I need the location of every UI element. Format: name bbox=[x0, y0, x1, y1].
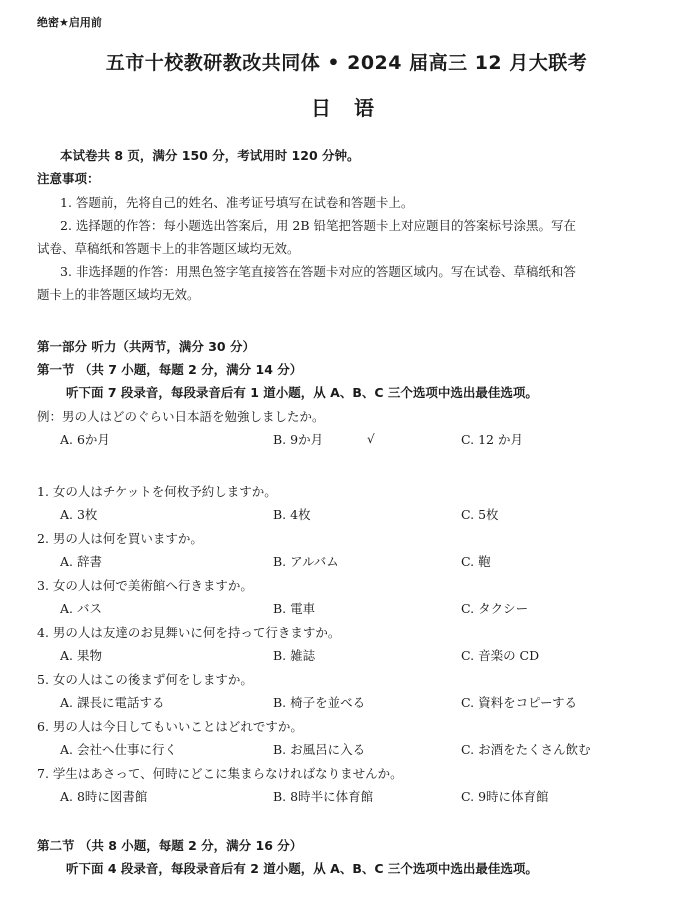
confidential-label: 绝密★启用前 bbox=[37, 16, 102, 29]
exam-info: 本试卷共 8 页，满分 150 分，考试用时 120 分钟。 bbox=[60, 148, 360, 163]
question-3-option-c: C. タクシー bbox=[461, 601, 529, 616]
notice-item-3-line-2: 题卡上的非答题区域均无效。 bbox=[37, 287, 200, 302]
question-6-option-a: A. 会社へ仕事に行く bbox=[60, 742, 177, 757]
part1-heading: 第一部分 听力（共两节，满分 30 分） bbox=[37, 339, 255, 354]
question-5-option-b: B. 椅子を並べる bbox=[273, 695, 366, 710]
question-6-option-c: C. お酒をたくさん飲む bbox=[461, 742, 591, 757]
question-3-option-b: B. 電車 bbox=[273, 601, 316, 616]
question-4-option-c: C. 音楽の CD bbox=[461, 648, 540, 663]
section2-heading: 第二节 （共 8 小题，每题 2 分，满分 16 分） bbox=[37, 838, 303, 853]
exam-title: 五市十校教研教改共同体 • 2024 届高三 12 月大联考 bbox=[105, 52, 588, 74]
question-5-option-c: C. 資料をコピーする bbox=[461, 695, 577, 710]
question-1: 1. 女の人はチケットを何枚予約しますか。 bbox=[37, 484, 277, 499]
question-6-option-b: B. お風呂に入る bbox=[273, 742, 366, 757]
subject-title: 日 语 bbox=[311, 96, 382, 120]
question-7-option-b: B. 8時半に体育館 bbox=[273, 789, 374, 804]
example-answer-mark: √ bbox=[367, 432, 375, 446]
question-7-option-a: A. 8時に図書館 bbox=[60, 789, 148, 804]
question-1-option-a: A. 3枚 bbox=[60, 507, 98, 522]
question-4: 4. 男の人は友達のお見舞いに何を持って行きますか。 bbox=[37, 625, 341, 640]
question-2: 2. 男の人は何を買いますか。 bbox=[37, 531, 203, 546]
question-2-option-c: C. 鞄 bbox=[461, 554, 491, 569]
question-4-option-b: B. 雑誌 bbox=[273, 648, 316, 663]
question-4-option-a: A. 果物 bbox=[60, 648, 102, 663]
question-7: 7. 学生はあさって、何時にどこに集まらなければなりませんか。 bbox=[37, 766, 403, 781]
notice-item-1: 1. 答题前，先将自己的姓名、准考证号填写在试卷和答题卡上。 bbox=[60, 195, 414, 210]
question-3-option-a: A. バス bbox=[60, 601, 102, 616]
question-5-option-a: A. 課長に電話する bbox=[60, 695, 165, 710]
notice-title: 注意事项： bbox=[37, 171, 100, 186]
question-2-option-a: A. 辞書 bbox=[60, 554, 102, 569]
example-option-c: C. 12 か月 bbox=[461, 432, 523, 447]
question-6: 6. 男の人は今日してもいいことはどれですか。 bbox=[37, 719, 303, 734]
notice-item-2-line-2: 试卷、草稿纸和答题卡上的非答题区域均无效。 bbox=[37, 241, 300, 256]
question-7-option-c: C. 9時に体育館 bbox=[461, 789, 549, 804]
question-2-option-b: B. アルバム bbox=[273, 554, 339, 569]
section1-heading: 第一节 （共 7 小题，每题 2 分，满分 14 分） bbox=[37, 362, 303, 377]
section1-instruction: 听下面 7 段录音，每段录音后有 1 道小题，从 A、B、C 三个选项中选出最佳选项。 bbox=[66, 385, 538, 400]
notice-item-2-line-1: 2. 选择题的作答：每小题选出答案后，用 2B 铅笔把答题卡上对应题目的答案标号涂黑。写在 bbox=[60, 218, 576, 233]
question-1-option-c: C. 5枚 bbox=[461, 507, 499, 522]
question-1-option-b: B. 4枚 bbox=[273, 507, 311, 522]
question-5: 5. 女の人はこの後まず何をしますか。 bbox=[37, 672, 253, 687]
example-option-b: B. 9か月 bbox=[273, 432, 324, 447]
section2-instruction: 听下面 4 段录音，每段录音后有 2 道小题，从 A、B、C 三个选项中选出最佳选项。 bbox=[66, 861, 538, 876]
notice-item-3-line-1: 3. 非选择题的作答：用黑色签字笔直接答在答题卡对应的答题区域内。写在试卷、草稿纸和答 bbox=[60, 264, 576, 279]
example-question: 例：男の人はどのぐらい日本語を勉強しましたか。 bbox=[37, 409, 325, 424]
example-option-a: A. 6か月 bbox=[60, 432, 110, 447]
question-3: 3. 女の人は何で美術館へ行きますか。 bbox=[37, 578, 253, 593]
